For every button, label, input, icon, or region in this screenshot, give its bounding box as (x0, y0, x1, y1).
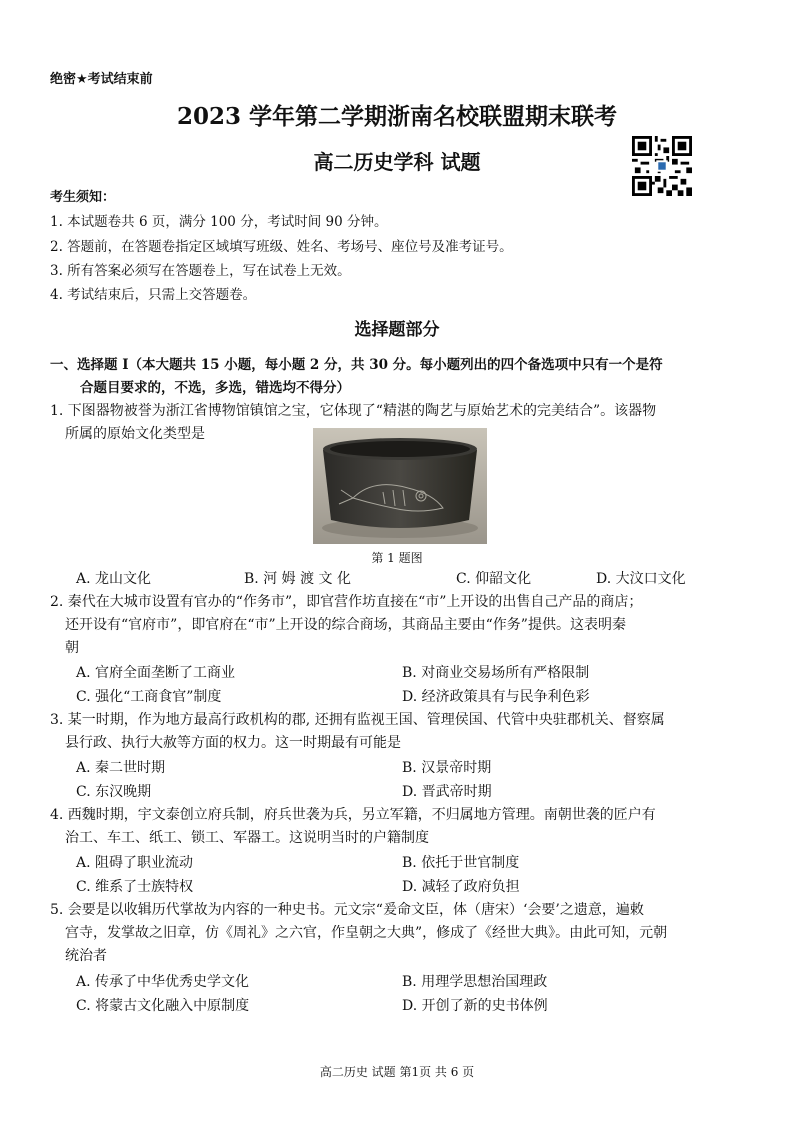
page-footer: 高二历史 试题 第1页 共 6 页 (319, 1065, 475, 1079)
option-d: D. 经济政策具有与民争利色彩 (402, 689, 590, 705)
qr-code-icon (632, 136, 692, 196)
option-b: B. 汉景帝时期 (402, 760, 492, 776)
section-title: 选择题部分 (354, 320, 440, 340)
question-4 (50, 804, 755, 850)
option-b: B. 用理学思想治国理政 (402, 974, 548, 990)
notice-item: 4. 考试结束后，只需上交答题卷。 (50, 287, 257, 303)
exam-title: 2023 学年第二学期浙南名校联盟期末联考 (176, 103, 618, 130)
option-d: D. 开创了新的史书体例 (402, 998, 548, 1014)
part-instructions-line: 合题目要求的，不选，多选，错选均不得分） (80, 380, 350, 396)
notice-item: 3. 所有答案必须写在答题卷上，写在试卷上无效。 (50, 263, 351, 279)
option-a: A. 龙山文化 (76, 571, 152, 587)
option-a: A. 阻碍了职业流动 (76, 855, 194, 871)
question-text: 朝 (65, 640, 79, 656)
notice-item: 2. 答题前，在答题卷指定区域填写班级、姓名、考场号、座位号及准考证号。 (50, 239, 513, 255)
option-b: B. 河 姆 渡 文 化 (244, 571, 351, 587)
question-text: 统治者 (65, 948, 107, 964)
question-text: 2. 秦代在大城市设置有官办的“作务市”，即官营作坊直接在“市”上开设的出售自己产品的商店； (50, 594, 643, 610)
notice-heading: 考生须知： (50, 190, 116, 205)
question-text: 县行政、执行大赦等方面的权力。这一时期最有可能是 (65, 735, 401, 751)
exam-subtitle: 高二历史学科 试题 (313, 150, 481, 174)
option-b: B. 依托于世官制度 (402, 855, 520, 871)
option-a: A. 秦二世时期 (76, 760, 166, 776)
option-a: A. 官府全面垄断了工商业 (76, 665, 236, 681)
option-c: C. 将蒙古文化融入中原制度 (76, 998, 250, 1014)
option-d: D. 减轻了政府负担 (402, 879, 520, 895)
question-text: 5. 会要是以收辑历代掌故为内容的一种史书。元文宗“爰命文臣，体（唐宋）‘会要’之遗意，遍敕 (50, 902, 644, 918)
notice-item: 1. 本试题卷共 6 页，满分 100 分，考试时间 90 分钟。 (50, 214, 388, 230)
question-text: 还开设有“官府市”，即官府在“市”上开设的综合商场，其商品主要由“作务”提供。这表明秦 (65, 617, 626, 633)
question-text: 4. 西魏时期，宇文泰创立府兵制，府兵世袭为兵，另立军籍，不归属地方管理。南朝世袭的匠户有 (50, 807, 656, 823)
option-a: A. 传承了中华优秀史学文化 (76, 974, 250, 990)
question-text: 1. 下图器物被誉为浙江省博物馆镇馆之宝，它体现了“精湛的陶艺与原始艺术的完美结合”。该器物 (50, 403, 657, 419)
figure-caption: 第 1 题图 (371, 551, 423, 565)
option-d: D. 晋武帝时期 (402, 784, 492, 800)
question-text: 治工、车工、纸工、锁工、军器工。这说明当时的户籍制度 (65, 830, 429, 846)
question-3 (50, 709, 755, 755)
part-instructions (50, 354, 750, 400)
option-c: C. 强化“工商食官”制度 (76, 689, 222, 705)
question-text: 所属的原始文化类型是 (65, 426, 205, 442)
question-text: 3. 某一时期，作为地方最高行政机构的郡, 还拥有监视王国、管理侯国、代管中央驻郡机关、督察属 (50, 712, 665, 728)
question-5 (50, 899, 755, 968)
option-c: C. 维系了士族特权 (76, 879, 194, 895)
part-instructions-line: 一、选择题 I（本大题共 15 小题，每小题 2 分，共 30 分。每小题列出的四个备选项中只有一个是符 (50, 357, 663, 373)
option-b: B. 对商业交易场所有严格限制 (402, 665, 590, 681)
option-c: C. 东汉晚期 (76, 784, 152, 800)
option-c: C. 仰韶文化 (456, 571, 532, 587)
question-text: 宫寺，发掌故之旧章，仿《周礼》之六官，作皇朝之大典”，修成了《经世大典》。由此可知，元朝 (65, 925, 668, 941)
confidential-mark: 绝密★考试结束前 (50, 72, 153, 87)
pottery-bowl-image (313, 428, 487, 544)
question-2 (50, 591, 755, 660)
option-d: D. 大汶口文化 (596, 571, 686, 587)
